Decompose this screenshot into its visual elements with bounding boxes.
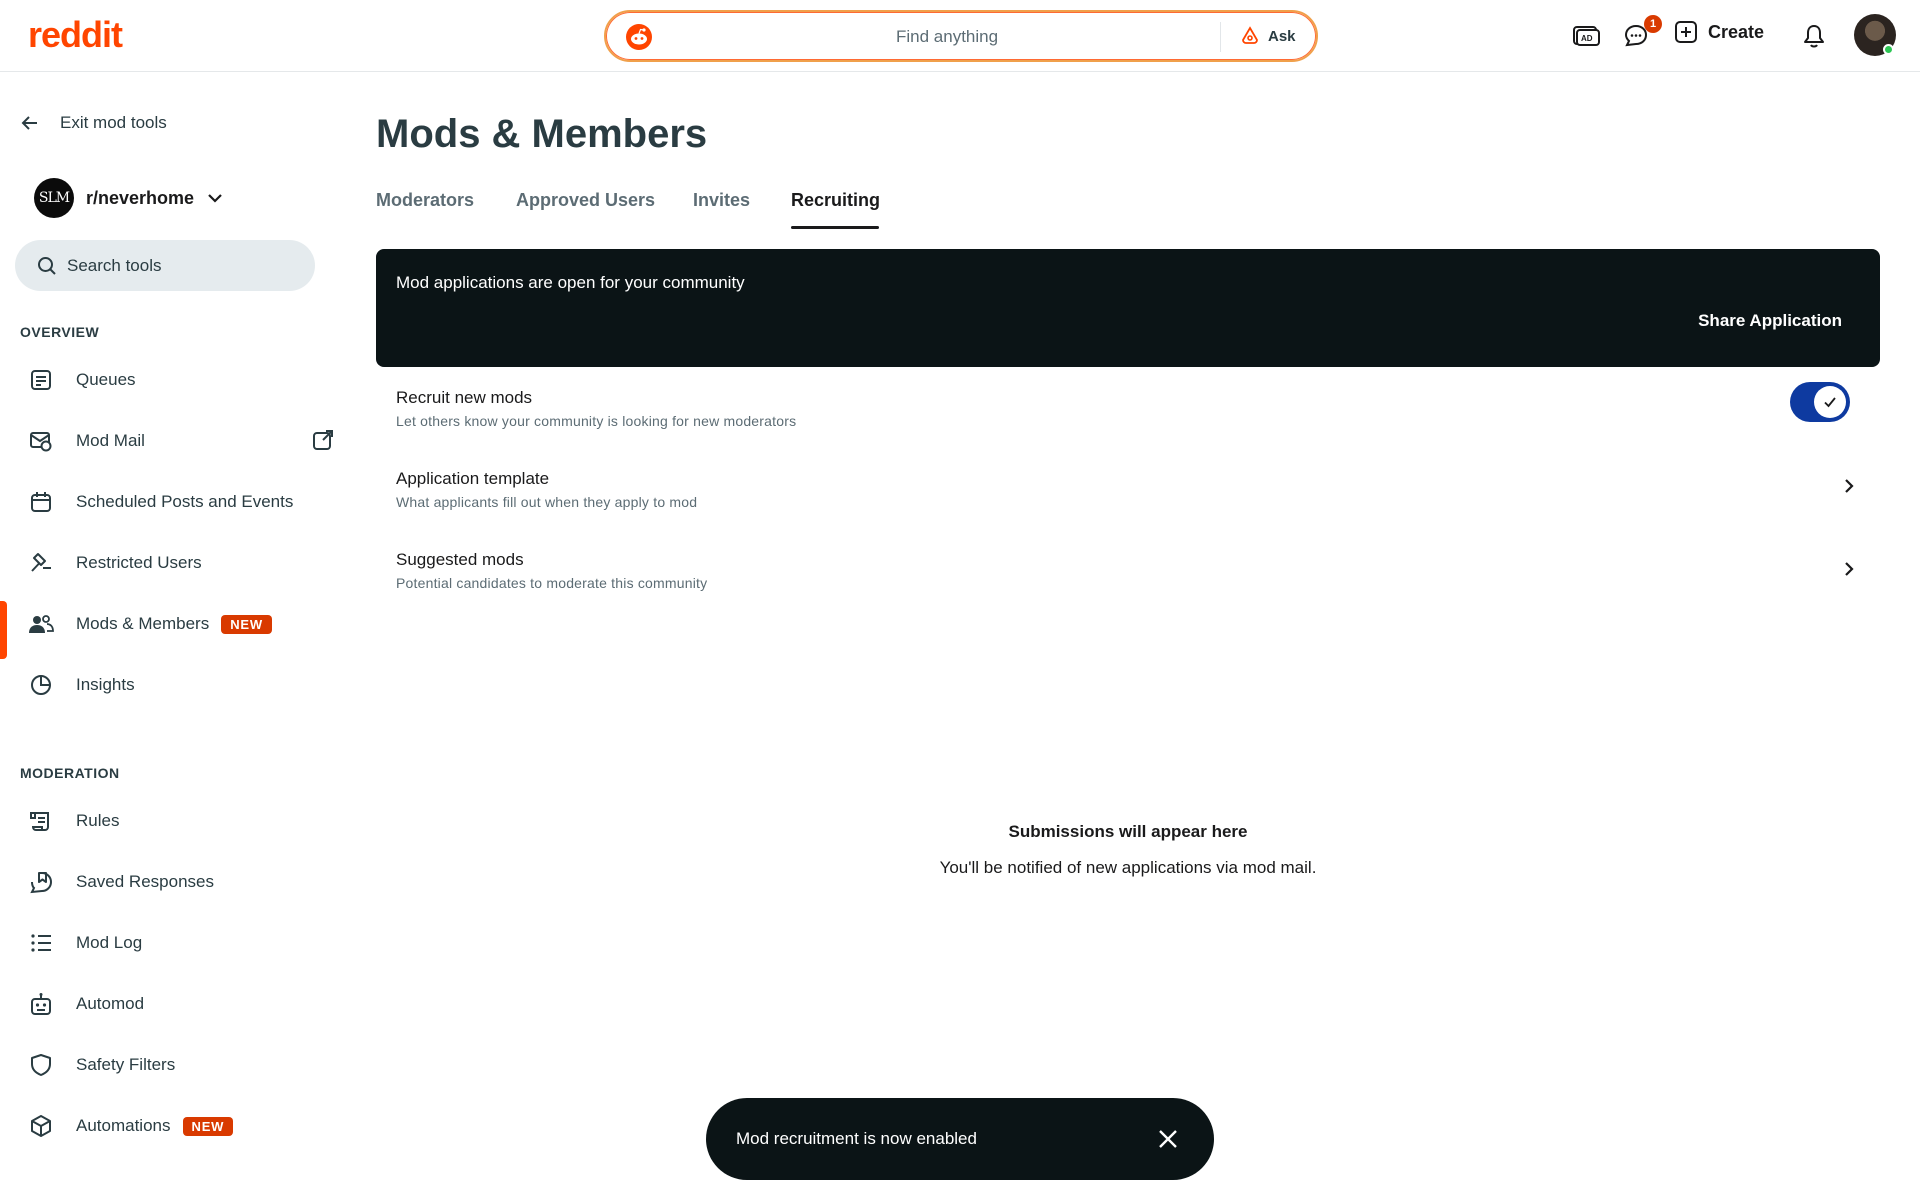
queue-icon bbox=[28, 367, 54, 393]
sidebar-item-label: Safety Filters bbox=[76, 1055, 176, 1074]
sidebar-item-mods-members[interactable] bbox=[0, 599, 340, 649]
saved-responses-icon bbox=[28, 869, 54, 895]
sidebar-item-automations[interactable] bbox=[0, 1101, 340, 1151]
online-status-dot bbox=[1883, 44, 1894, 55]
sidebar-item-label: Automations bbox=[76, 1116, 171, 1135]
shield-icon bbox=[28, 1052, 54, 1078]
external-link-icon[interactable] bbox=[312, 429, 334, 451]
empty-state-title: Submissions will appear here bbox=[1008, 822, 1248, 841]
close-icon[interactable] bbox=[1156, 1127, 1180, 1151]
calendar-icon bbox=[28, 489, 54, 515]
toggle-knob bbox=[1814, 386, 1846, 418]
search-tools-input[interactable] bbox=[15, 240, 315, 291]
new-badge: NEW bbox=[221, 615, 272, 634]
ask-label: Ask bbox=[1268, 27, 1296, 45]
community-name: r/neverhome bbox=[86, 187, 195, 208]
sidebar-item-label: Automod bbox=[76, 994, 145, 1013]
sidebar-item-label: Saved Responses bbox=[76, 872, 214, 891]
mod-tools-sidebar bbox=[0, 73, 340, 1200]
sidebar-item-saved-responses[interactable] bbox=[0, 857, 340, 907]
chat-badge: 1 bbox=[1644, 15, 1662, 33]
setting-subtitle: What applicants fill out when they apply to mod bbox=[396, 494, 698, 510]
empty-state-subtitle: You'll be notified of new applications via mod mail. bbox=[939, 858, 1317, 877]
tab-recruiting[interactable]: Recruiting bbox=[791, 190, 881, 210]
sidebar-item-label: Mods & Members bbox=[76, 614, 210, 633]
search-icon bbox=[37, 256, 57, 276]
list-icon bbox=[28, 930, 54, 956]
bot-icon bbox=[28, 991, 54, 1017]
banner-message: Mod applications are open for your community bbox=[396, 273, 745, 292]
bell-icon[interactable] bbox=[1800, 22, 1828, 50]
suggested-mods-setting[interactable] bbox=[376, 550, 1880, 620]
advertise-icon[interactable] bbox=[1572, 22, 1600, 50]
check-icon bbox=[1822, 394, 1838, 410]
sidebar-item-label: Queues bbox=[76, 370, 136, 389]
tab-invites[interactable]: Invites bbox=[693, 190, 751, 210]
community-avatar: SLM bbox=[34, 178, 74, 218]
cube-icon bbox=[28, 1113, 54, 1139]
pie-icon bbox=[28, 672, 54, 698]
community-switcher[interactable] bbox=[34, 178, 224, 218]
sidebar-item-mod-log[interactable] bbox=[0, 918, 340, 968]
search-tools-placeholder: Search tools bbox=[67, 255, 162, 275]
setting-subtitle: Potential candidates to moderate this community bbox=[396, 575, 708, 591]
sidebar-item-automod[interactable] bbox=[0, 979, 340, 1029]
sidebar-item-restricted-users[interactable] bbox=[0, 538, 340, 588]
top-bar bbox=[0, 0, 1920, 72]
plus-icon bbox=[1674, 20, 1698, 44]
sidebar-item-safety-filters[interactable] bbox=[0, 1040, 340, 1090]
sidebar-item-label: Insights bbox=[76, 675, 135, 694]
overview-section-title: OVERVIEW bbox=[20, 324, 100, 340]
recruit-toggle[interactable] bbox=[1790, 382, 1850, 422]
ask-icon bbox=[1240, 26, 1260, 46]
create-button[interactable] bbox=[1674, 20, 1764, 44]
setting-title: Suggested mods bbox=[396, 550, 524, 569]
sidebar-item-label: Mod Log bbox=[76, 933, 143, 952]
share-application-button[interactable]: Share Application bbox=[1698, 311, 1842, 330]
sidebar-item-rules[interactable] bbox=[0, 796, 340, 846]
toast-notification bbox=[706, 1098, 1214, 1180]
svg-text:AD: AD bbox=[1581, 34, 1593, 43]
rules-icon bbox=[28, 808, 54, 834]
application-template-setting[interactable] bbox=[376, 469, 1880, 539]
sidebar-item-label: Restricted Users bbox=[76, 553, 202, 572]
members-icon bbox=[28, 611, 54, 637]
chevron-right-icon bbox=[1840, 477, 1858, 495]
setting-title: Application template bbox=[396, 469, 550, 488]
moderation-section-title: MODERATION bbox=[20, 765, 120, 781]
applications-open-banner bbox=[376, 249, 1880, 367]
arrow-left-icon bbox=[20, 113, 40, 133]
active-tab-indicator bbox=[791, 226, 879, 229]
exit-mod-tools-link[interactable] bbox=[20, 113, 167, 133]
chevron-down-icon bbox=[206, 189, 224, 207]
sidebar-item-mod-mail[interactable] bbox=[0, 416, 340, 466]
sidebar-item-scheduled-posts[interactable] bbox=[0, 477, 340, 527]
reddit-logo[interactable]: reddit bbox=[28, 14, 123, 55]
recruit-new-mods-setting[interactable] bbox=[376, 388, 1880, 458]
exit-label: Exit mod tools bbox=[60, 113, 167, 132]
sidebar-item-label: Scheduled Posts and Events bbox=[76, 492, 294, 511]
setting-title: Recruit new mods bbox=[396, 388, 533, 407]
sidebar-item-label: Rules bbox=[76, 811, 120, 830]
gavel-icon bbox=[28, 550, 54, 576]
tab-approved-users[interactable]: Approved Users bbox=[516, 190, 656, 210]
search-divider bbox=[1220, 22, 1221, 52]
mod-mail-icon bbox=[28, 428, 54, 454]
page-title: Mods & Members bbox=[376, 112, 708, 156]
sidebar-item-label: Mod Mail bbox=[76, 431, 145, 450]
ask-button[interactable] bbox=[1240, 26, 1296, 46]
sidebar-item-insights[interactable] bbox=[0, 660, 340, 710]
search-input[interactable]: Find anything bbox=[896, 27, 999, 46]
tab-moderators[interactable]: Moderators bbox=[376, 190, 475, 210]
create-label: Create bbox=[1708, 21, 1765, 42]
toast-message: Mod recruitment is now enabled bbox=[736, 1129, 977, 1148]
chevron-right-icon bbox=[1840, 560, 1858, 578]
new-badge: NEW bbox=[183, 1117, 234, 1136]
global-search[interactable] bbox=[604, 10, 1318, 62]
setting-subtitle: Let others know your community is looking for new moderators bbox=[396, 413, 797, 429]
snoo-icon bbox=[626, 24, 652, 50]
sidebar-item-queues[interactable] bbox=[0, 355, 340, 405]
